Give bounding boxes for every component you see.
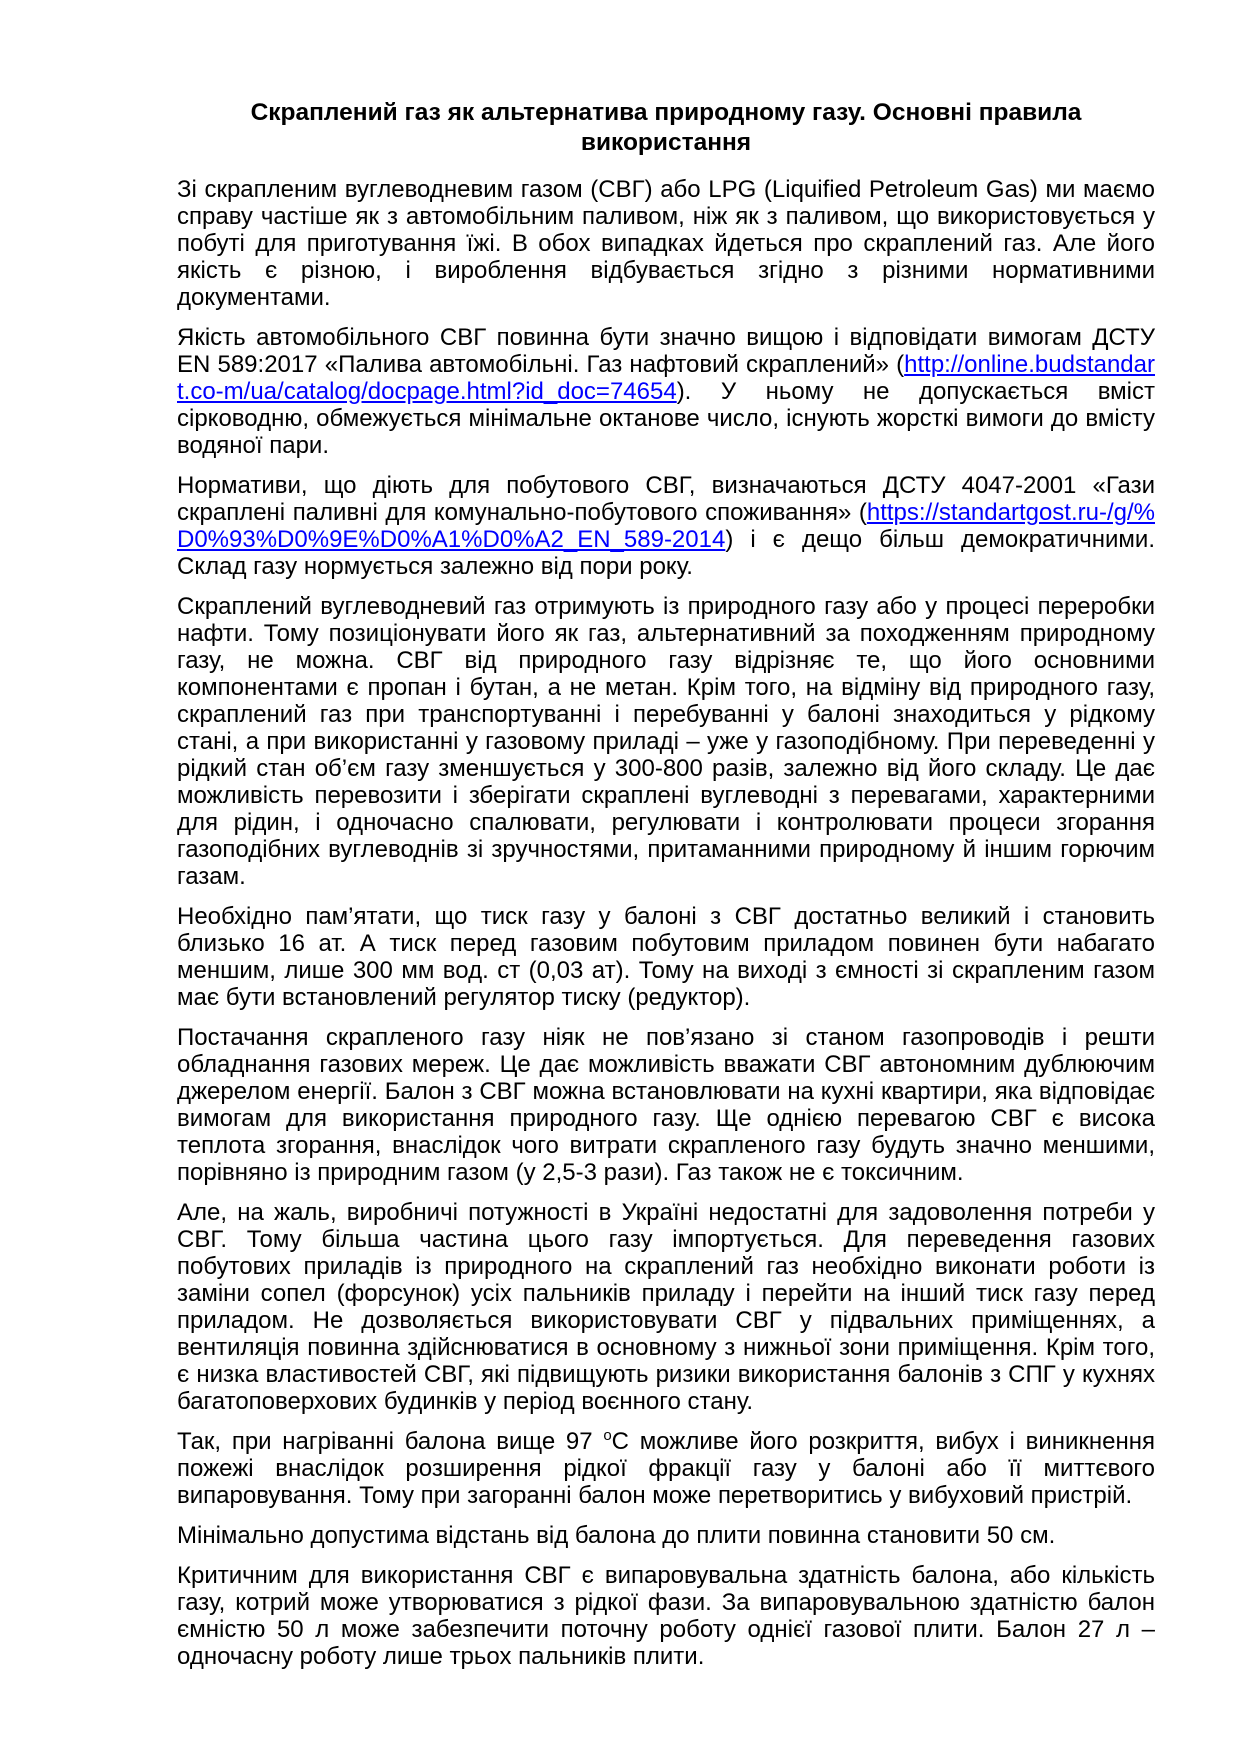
document-title: Скраплений газ як альтернатива природному газу. Основні правила використання: [250, 99, 1082, 156]
paragraph-4: [177, 593, 1162, 890]
paragraph-3: [177, 472, 1162, 580]
text-run: Постачання скрапленого газу ніяк не пов’язано зі станом газопроводів і решти обладнання газових мереж. Це дає можливість вважати СВГ автономним дублюючим джерелом енергії. Балон з СВГ можна встановлювати на кухні квартири, яка відповідає вимогам для використання природного газу. Ще однією перевагою СВГ є висока теплота згорання, внаслідок чого витрати скрапленого газу будуть значно меншими, порівняно із природним газом (у 2,5-3 рази). Газ також не є токсичним.: [177, 1024, 1162, 1186]
text-run: С можливе його розкриття, вибух і виникнення пожежі внаслідок розширення рідкої фракції газу у балоні або її миттєвого випаровування. Тому при загоранні балон може перетворитись у вибуховий пристрій.: [177, 1428, 1162, 1509]
text-run: Зі скрапленим вуглеводневим газом (СВГ) або LPG (Liquified Petroleum Gas) ми маємо справу частіше як з автомобільним паливом, ніж як з паливом, що використовується у побуті для приготування їжі. В обох випадках йдеться про скраплений газ. Але його якість є різною, і вироблення відбувається згідно з різними нормативними документами.: [177, 176, 1162, 311]
text-run: ) і є дещо більш демократичними. Склад газу нормується залежно від пори року.: [177, 526, 1162, 580]
paragraph-5: [177, 903, 1162, 1011]
paragraph-7: [177, 1199, 1162, 1415]
paragraph-1: [177, 176, 1162, 311]
text-run: Необхідно пам’ятати, що тиск газу у балоні з СВГ достатньо великий і становить близько 16 ат. А тиск перед газовим побутовим приладом повинен бути набагато меншим, лише 300 мм вод. ст (0,03 ат). Тому на виході з ємності зі скрапленим газом має бути встановлений регулятор тиску (редуктор).: [177, 903, 1162, 1011]
hyperlink[interactable]: http://online.budstandart.co-m/ua/catalog/docpage.html?id_doc=74654: [177, 351, 1155, 405]
paragraph-6: [177, 1024, 1162, 1186]
paragraph-2: [177, 324, 1162, 459]
superscript-text: о: [603, 1427, 612, 1444]
text-run: ). У ньому не допускається вміст сірководню, обмежується мінімальне октанове число, існують жорсткі вимоги до вмісту водяної пари.: [177, 378, 1162, 459]
text-run: Мінімально допустима відстань від балона до плити повинна становити 50 см.: [177, 1522, 1056, 1549]
paragraph-8: [177, 1427, 1162, 1509]
text-run: Так, при нагріванні балона вище 97: [177, 1428, 604, 1455]
paragraph-10: [177, 1562, 1162, 1670]
text-run: Але, на жаль, виробничі потужності в Україні недостатні для задоволення потреби у СВГ. Тому більша частина цього газу імпортується. Для переведення газових побутових приладів із природного на скраплений газ необхідно виконати роботи із заміни сопел (форсунок) усіх пальників приладу і перейти на інший тиск газу перед приладом. Не дозволяється використовувати СВГ у підвальних приміщеннях, а вентиляція повинна здійснюватися в основному з нижньої зони приміщення. Крім того, є низка властивостей СВГ, які підвищують ризики використання балонів з СПГ у кухнях багатоповерхових будинків у період воєнного стану.: [177, 1199, 1162, 1415]
document-body: [177, 176, 1162, 1670]
text-run: Скраплений вуглеводневий газ отримують із природного газу або у процесі переробки нафти. Тому позиціонувати його як газ, альтернативний за походженням природному газу, не можна. СВГ від природного газу відрізняє те, що його основними компонентами є пропан і бутан, а не метан. Крім того, на відміну від природного газу, скраплений газ при транспортуванні і перебуванні у балоні знаходиться у рідкому стані, а при використанні у газовому приладі – уже у газоподібному. При переведенні у рідкий стан об’єм газу зменшується у 300-800 разів, залежно від його складу. Це дає можливість перевозити і зберігати скраплені вуглеводні з перевагами, характерними для рідин, і одночасно спалювати, регулювати і контролювати процеси згорання газоподібних вуглеводнів зі зручностями, притаманними природному й іншим горючим газам.: [177, 593, 1162, 890]
document-content: [177, 98, 1162, 1683]
text-run: Якість автомобільного СВГ повинна бути значно вищою і відповідати вимогам ДСТУ EN 589:2017 «Палива автомобільні. Газ нафтовий скраплений» (: [177, 324, 1162, 378]
paragraph-9: [177, 1522, 1155, 1549]
text-run: Критичним для використання СВГ є випаровувальна здатність балона, або кількість газу, котрий може утворюватися з рідкої фази. За випаровувальною здатністю балон ємністю 50 л може забезпечити поточну роботу однієї газової плити. Балон 27 л – одночасну роботу лише трьох пальників плити.: [177, 1562, 1162, 1670]
hyperlink[interactable]: https://standartgost.ru-/g/%D0%93%D0%9E%D0%A1%D0%A2_EN_589-2014: [177, 499, 1155, 553]
text-run: Нормативи, що діють для побутового СВГ, визначаються ДСТУ 4047-2001 «Гази скраплені паливні для комунально-побутового споживання» (: [177, 472, 1162, 526]
